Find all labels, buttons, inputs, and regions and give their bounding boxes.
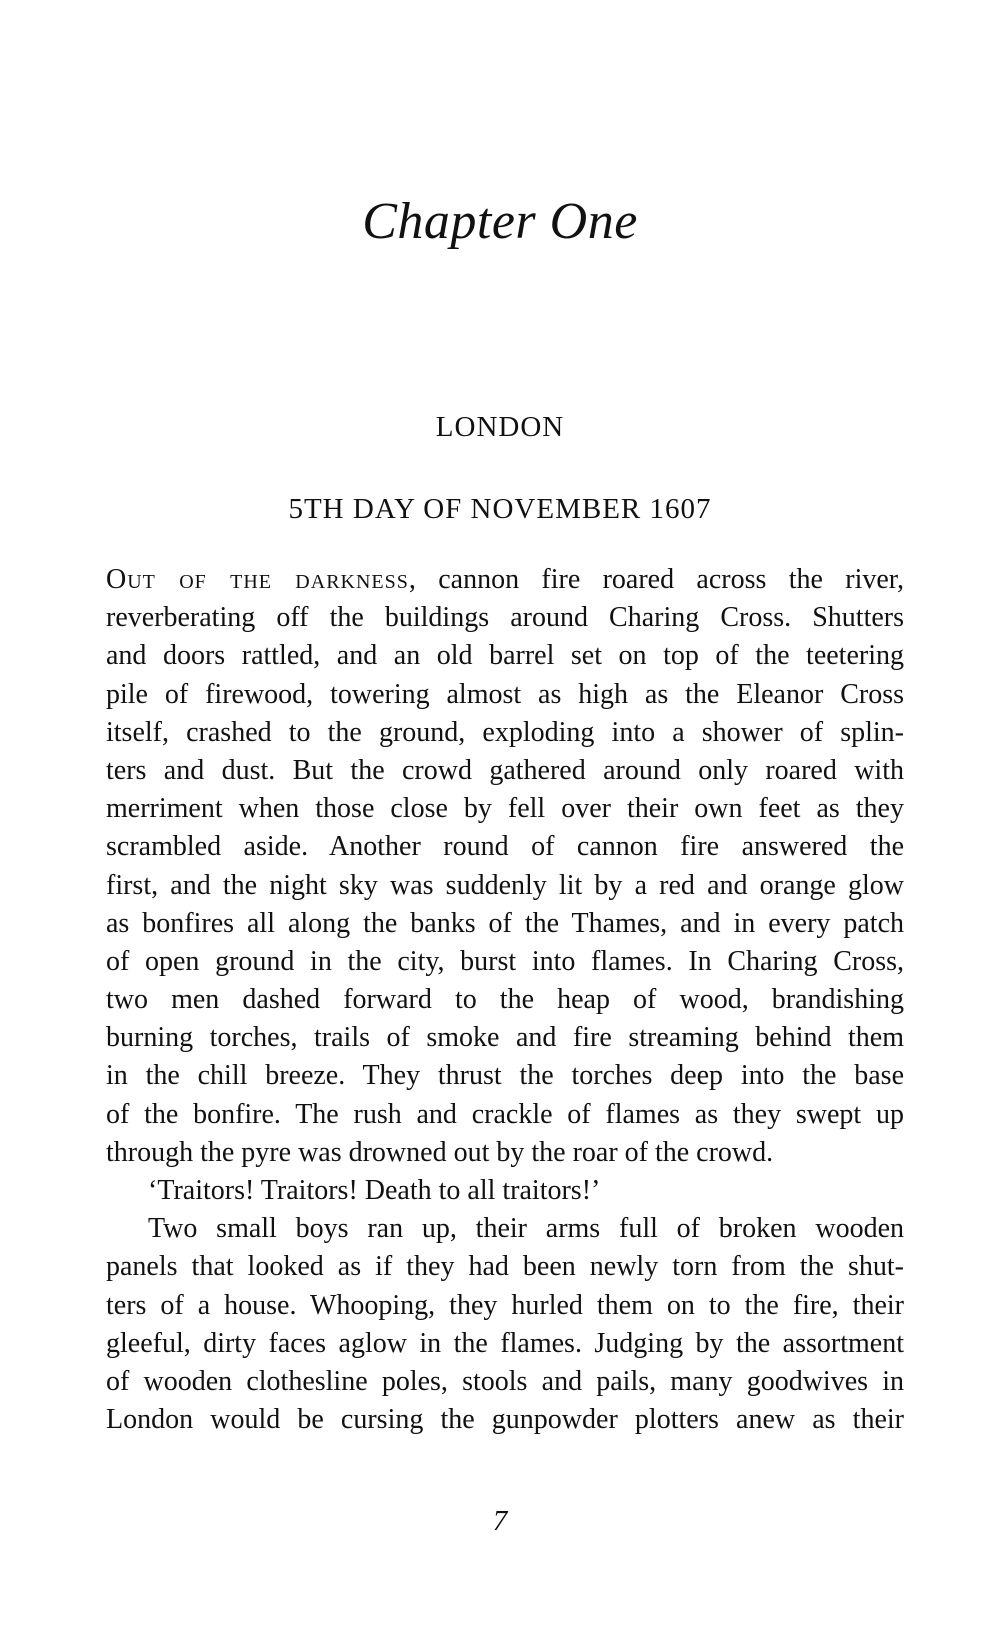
date-heading: 5TH DAY OF NOVEMBER 1607 [288, 493, 712, 525]
text-line: scrambled aside. Another round of cannon fire answered the [106, 831, 904, 863]
text-line: first, and the night sky was suddenly lit by a red and orange glow [106, 869, 904, 901]
text-line-rest: , cannon fire roared across the river, [408, 564, 904, 595]
lead-in: Out of the darkness [106, 564, 409, 595]
text-line: through the pyre was drowned out by the roar of the crowd. [106, 1136, 774, 1168]
text-line: of open ground in the city, burst into flames. In Charing Cross, [106, 945, 904, 977]
page-number: 7 [492, 1505, 508, 1537]
text-line: of wooden clothesline poles, stools and pails, many goodwives in [106, 1365, 904, 1397]
body-text [106, 561, 904, 1439]
text-line: ters and dust. But the crowd gathered around only roared with [106, 754, 904, 786]
text-line: pile of firewood, towering almost as high as the Eleanor Cross [106, 678, 904, 710]
text-line: of the bonfire. The rush and crackle of flames as they swept up [106, 1098, 904, 1130]
text-line: and doors rattled, and an old barrel set on top of the teetering [106, 640, 904, 672]
text-line: in the chill breeze. They thrust the torches deep into the base [106, 1060, 904, 1092]
text-line: reverberating off the buildings around Charing Cross. Shutters [106, 602, 904, 634]
text-line: panels that looked as if they had been newly torn from the shut- [106, 1251, 904, 1283]
text-line: London would be cursing the gunpowder plotters anew as their [106, 1404, 904, 1436]
text-line: gleeful, dirty faces aglow in the flames. Judging by the assortment [106, 1327, 904, 1359]
text-line: ters of a house. Whooping, they hurled them on to the fire, their [106, 1289, 904, 1321]
text-line [106, 561, 904, 599]
text-line: ‘Traitors! Traitors! Death to all traitors!’ [148, 1175, 601, 1206]
text-line: burning torches, trails of smoke and fire streaming behind them [106, 1022, 904, 1054]
text-line: merriment when those close by fell over their own feet as they [106, 793, 904, 825]
text-line: Two small boys ran up, their arms full of broken wooden [148, 1213, 904, 1245]
text-line: as bonfires all along the banks of the Thames, and in every patch [106, 907, 904, 939]
chapter-title: Chapter One [362, 193, 638, 250]
text-line: itself, crashed to the ground, exploding into a shower of splin- [106, 716, 904, 748]
location-heading: LONDON [435, 411, 565, 443]
text-line: two men dashed forward to the heap of wood, brandishing [106, 984, 904, 1016]
